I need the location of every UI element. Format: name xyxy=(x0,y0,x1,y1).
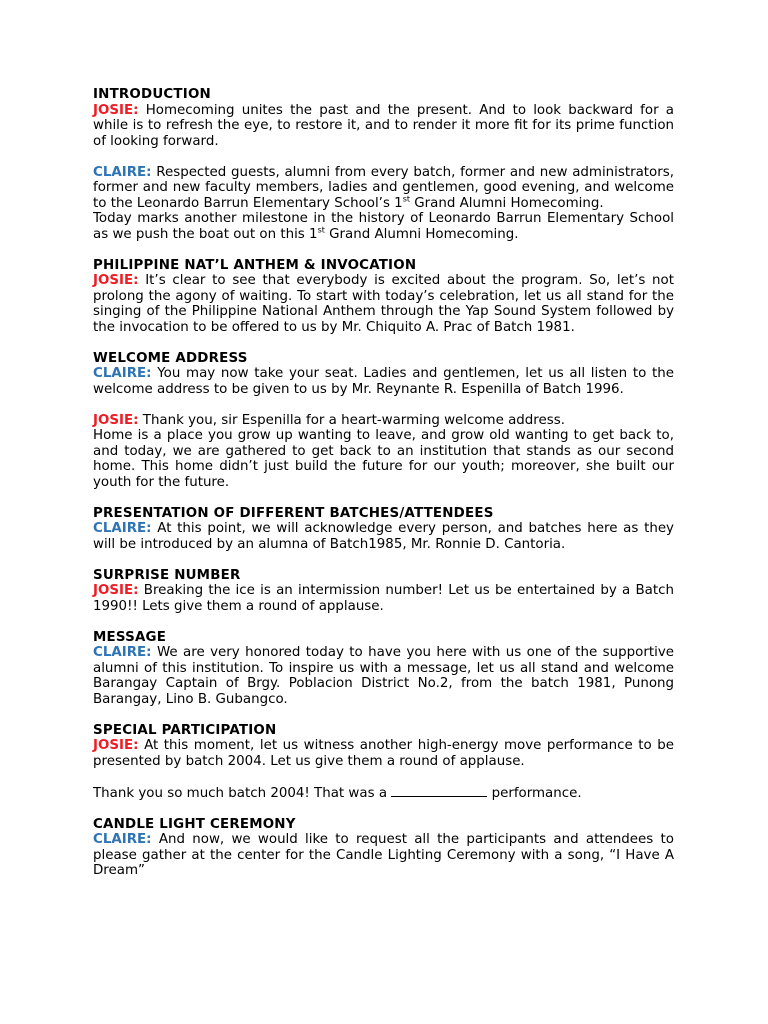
section-heading-special: SPECIAL PARTICIPATION xyxy=(93,722,277,738)
speaker-claire: CLAIRE: xyxy=(93,832,152,847)
section-heading-introduction: INTRODUCTION xyxy=(93,87,211,102)
dialogue-text: It’s clear to see that everybody is excited about the program. So, let’s not prolong the agony of waiting. To start with today’s celebration, let us all stand for the singing of the Philippine National Anthem through the Yap Sound System followed by the invocation to be offered to us by Mr. Chiquito A. Prac of Batch 1981. xyxy=(93,273,674,335)
dialogue-text: Thank you, sir Espenilla for a heart-warming welcome address. xyxy=(142,412,565,428)
fill-in-blank xyxy=(391,785,487,797)
candle-claire-paragraph xyxy=(93,832,674,879)
speaker-claire: CLAIRE: xyxy=(93,164,152,180)
section-heading-surprise: SURPRISE NUMBER xyxy=(93,567,241,583)
dialogue-text: And now, we would like to request all the participants and attendees to please gather at the center for the Candle Lighting Ceremony with a song, “I Have A Dream” xyxy=(93,832,674,878)
special-thanks-paragraph xyxy=(93,785,674,802)
dialogue-text: Breaking the ice is an intermission number! Let us be entertained by a Batch 1990!! Lets give them a round of applause. xyxy=(93,583,674,614)
dialogue-text: Homecoming unites the past and the present. And to look backward for a while is to refresh the eye, to restore it, and to render it more fit for its prime function of looking forward. xyxy=(93,102,674,149)
welcome-home-paragraph xyxy=(93,428,674,490)
section-heading-anthem: PHILIPPINE NAT’L ANTHEM & INVOCATION xyxy=(93,257,417,273)
dialogue-text: performance. xyxy=(491,785,582,801)
intro-claire-paragraph xyxy=(93,165,674,212)
anthem-josie-paragraph xyxy=(93,273,674,335)
speaker-claire: CLAIRE: xyxy=(93,366,152,381)
intro-josie-paragraph xyxy=(93,103,674,150)
dialogue-text: Thank you so much batch 2004! That was a xyxy=(93,785,388,801)
welcome-claire-paragraph xyxy=(93,366,674,397)
script-document xyxy=(93,87,674,879)
dialogue-text: Grand Alumni Homecoming. xyxy=(414,195,604,211)
special-josie-paragraph xyxy=(93,738,674,769)
dialogue-text: At this moment, let us witness another high-energy move performance to be presented by batch 2004. Let us give them a round of applause. xyxy=(93,738,674,769)
batches-claire-paragraph xyxy=(93,521,674,552)
superscript: st xyxy=(317,225,325,235)
dialogue-text: Respected guests, alumni from every batch, former and new administrators, former and new faculty members, ladies and gentlemen, good evening, and welcome to the Leonardo Barrun Elementary School’s 1 xyxy=(93,164,674,211)
dialogue-text: We are very honored today to have you here with us one of the supportive alumni of this institution. To inspire us with a message, let us all stand and welcome Barangay Captain of Brgy. Poblacion District No.2, from the batch 1981, Punong Barangay, Lino B. Gubangco. xyxy=(93,645,674,707)
section-heading-welcome: WELCOME ADDRESS xyxy=(93,350,248,366)
dialogue-text: At this point, we will acknowledge every person, and batches here as they will be introduced by an alumna of Batch1985, Mr. Ronnie D. Cantoria. xyxy=(93,521,674,552)
speaker-josie: JOSIE: xyxy=(93,583,139,598)
superscript: st xyxy=(402,194,411,204)
speaker-josie: JOSIE: xyxy=(93,102,139,118)
speaker-claire: CLAIRE: xyxy=(93,645,152,660)
dialogue-text: Home is a place you grow up wanting to leave, and grow old wanting to get back to, and today, we are gathered to get back to an institution that stands as our second home. This home didn’t just build the future for our youth; moreover, she built our youth for the future. xyxy=(93,428,674,490)
dialogue-text: Grand Alumni Homecoming. xyxy=(329,226,519,242)
message-claire-paragraph xyxy=(93,645,674,707)
speaker-josie: JOSIE: xyxy=(93,412,139,428)
speaker-josie: JOSIE: xyxy=(93,273,139,288)
speaker-claire: CLAIRE: xyxy=(93,521,152,536)
welcome-josie-paragraph xyxy=(93,413,674,429)
section-heading-candle: CANDLE LIGHT CEREMONY xyxy=(93,816,296,832)
intro-milestone-paragraph xyxy=(93,211,674,242)
section-heading-message: MESSAGE xyxy=(93,629,167,645)
section-heading-batches: PRESENTATION OF DIFFERENT BATCHES/ATTENDEES xyxy=(93,505,494,521)
dialogue-text: You may now take your seat. Ladies and gentlemen, let us all listen to the welcome address to be given to us by Mr. Reynante R. Espenilla of Batch 1996. xyxy=(93,366,674,397)
speaker-josie: JOSIE: xyxy=(93,738,139,753)
dialogue-text: Today marks another milestone in the history of Leonardo Barrun Elementary School as we push the boat out on this 1 xyxy=(93,211,674,242)
surprise-josie-paragraph xyxy=(93,583,674,614)
